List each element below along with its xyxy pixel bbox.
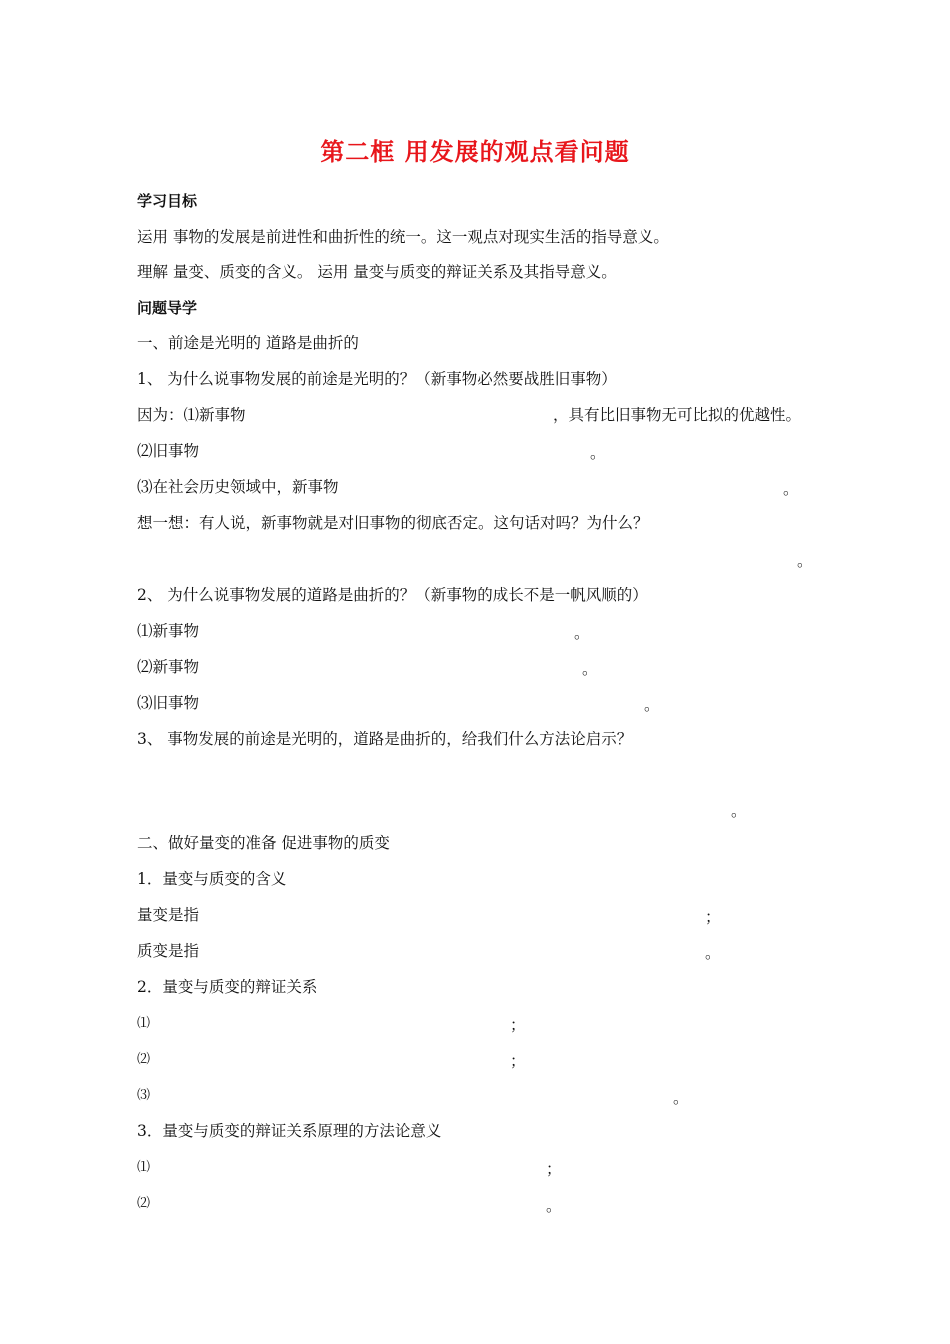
s2-answer-2: ⑵ [137, 1052, 151, 1067]
q1-answer-1-end: ，具有比旧事物无可比拟的优越性。 [553, 406, 802, 424]
s1-answer-1: 量变是指 [137, 906, 200, 924]
goals-heading: 学习目标 [137, 192, 198, 210]
s2-answer-1: ⑴ [137, 1016, 151, 1031]
q2-answer-1-end: 。 [574, 624, 590, 642]
s3-answer-1: ⑴ [137, 1160, 151, 1175]
subsection-2: 2．量变与质变的辩证关系 [137, 978, 318, 996]
part1-heading: 一、前途是光明的 道路是曲折的 [137, 334, 359, 352]
s2-answer-1-end: ； [510, 1016, 526, 1034]
think-answer-end: 。 [797, 552, 813, 570]
q1-answer-2-end: 。 [590, 444, 606, 462]
question-1: 1、 为什么说事物发展的前途是光明的？（新事物必然要战胜旧事物） [137, 370, 617, 388]
q2-answer-2: ⑵新事物 [137, 658, 200, 676]
s3-answer-1-end: ； [546, 1160, 562, 1178]
q2-answer-3: ⑶旧事物 [137, 694, 200, 712]
q1-answer-3-end: 。 [783, 480, 799, 498]
s2-answer-3: ⑶ [137, 1088, 151, 1103]
q1-answer-3: ⑶在社会历史领域中，新事物 [137, 478, 339, 496]
goal-line-1: 运用 事物的发展是前进性和曲折性的统一。这一观点对现实生活的指导意义。 [137, 228, 669, 246]
q1-answer-2: ⑵旧事物 [137, 442, 200, 460]
s3-answer-2: ⑵ [137, 1196, 151, 1211]
q2-answer-3-end: 。 [644, 696, 660, 714]
page-title: 第二框 用发展的观点看问题 [320, 138, 630, 166]
q2-answer-1: ⑴新事物 [137, 622, 200, 640]
s2-answer-3-end: 。 [673, 1089, 689, 1107]
subsection-3: 3．量变与质变的辩证关系原理的方法论意义 [137, 1122, 442, 1140]
q1-answer-1-start: 因为：⑴新事物 [137, 406, 246, 424]
s3-answer-2-end: 。 [546, 1197, 562, 1215]
subsection-1: 1．量变与质变的含义 [137, 870, 287, 888]
s1-answer-1-end: ； [705, 908, 721, 926]
part2-heading: 二、做好量变的准备 促进事物的质变 [137, 834, 390, 852]
q3-answer-end: 。 [731, 802, 747, 820]
q2-answer-2-end: 。 [582, 660, 598, 678]
goal-line-2: 理解 量变、质变的含义。 运用 量变与质变的辩证关系及其指导意义。 [137, 263, 617, 281]
s1-answer-2: 质变是指 [137, 942, 200, 960]
question-2: 2、 为什么说事物发展的道路是曲折的？（新事物的成长不是一帆风顺的） [137, 586, 648, 604]
guide-heading: 问题导学 [137, 299, 198, 317]
s1-answer-2-end: 。 [705, 944, 721, 962]
question-3: 3、 事物发展的前途是光明的，道路是曲折的，给我们什么方法论启示？ [137, 730, 633, 748]
s2-answer-2-end: ； [510, 1052, 526, 1070]
think-prompt: 想一想：有人说，新事物就是对旧事物的彻底否定。这句话对吗？为什么？ [137, 514, 649, 532]
